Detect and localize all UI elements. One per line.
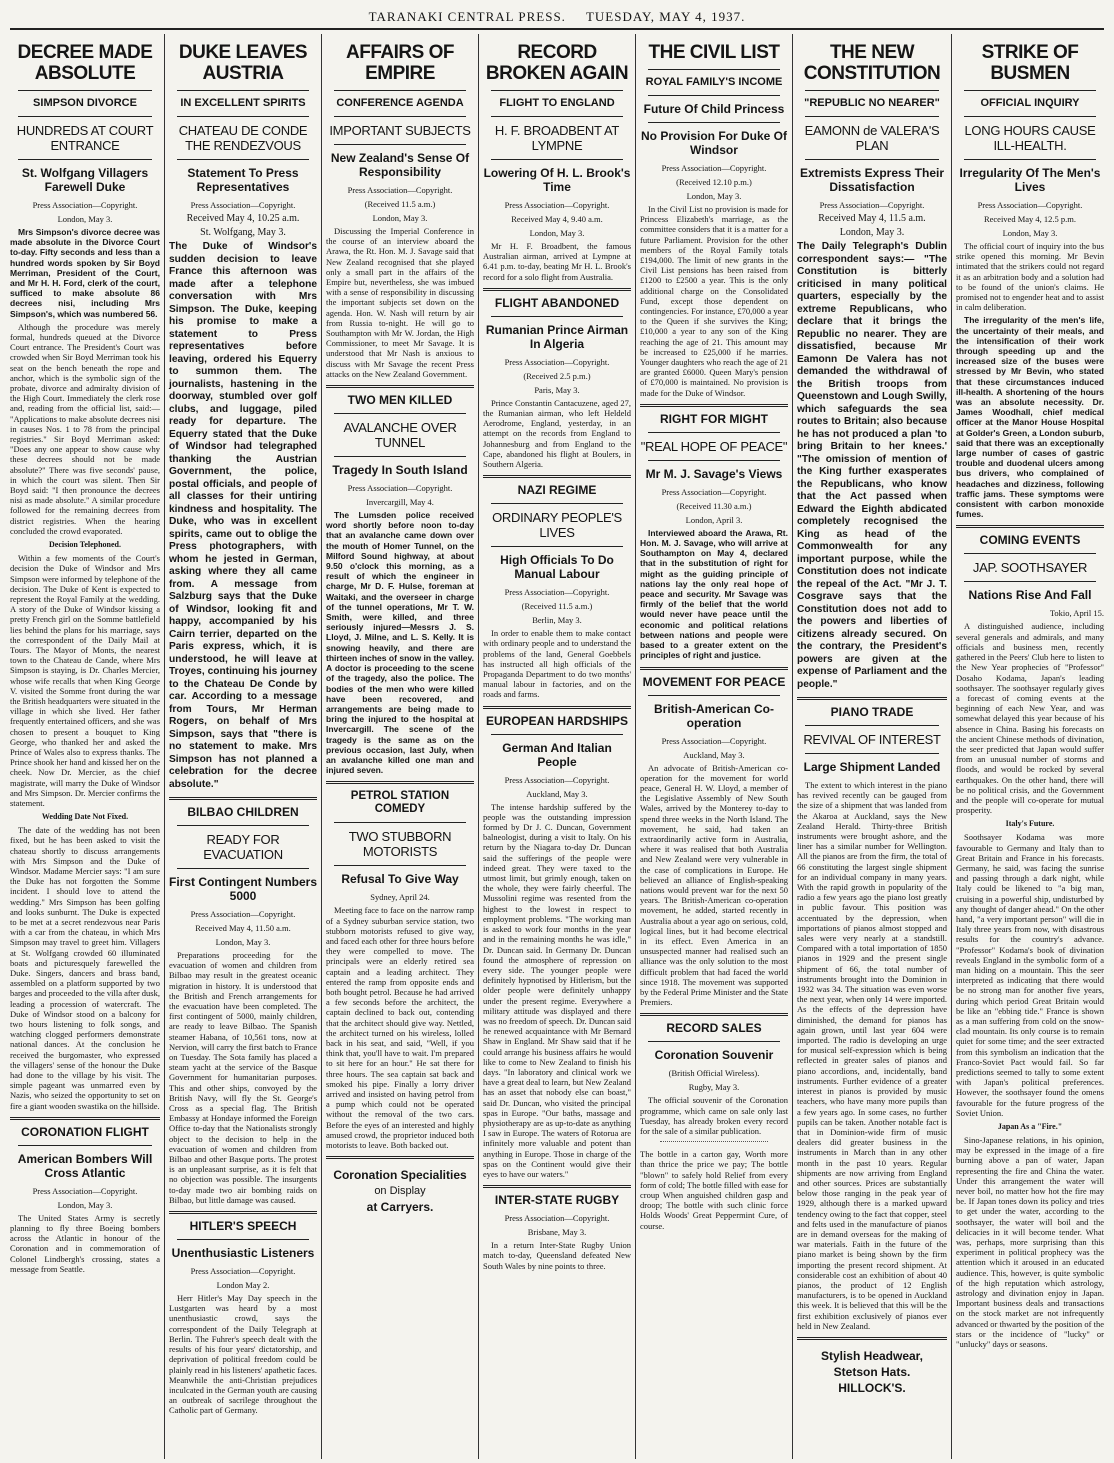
divider xyxy=(805,159,939,160)
divider xyxy=(177,116,309,117)
divider xyxy=(177,159,309,160)
divider xyxy=(483,706,631,709)
credit: Press Association—Copyright. xyxy=(32,1185,138,1196)
subheading: REVIVAL OF INTEREST xyxy=(803,732,941,747)
column-7 xyxy=(952,34,1108,1459)
paragraph: Herr Hitler's May Day speech in the Lustgarten was heard by a most unenthusiastic crowd, says the correspondent of the Daily Telegraph at Berlin. The Fuhrer's speech dealt with the results of his four years' dictatorship, and deprivation of political freedom could be plainly read in his listeners' apathetic faces. Meanwhile the anti-Christian prejudices inculcated in the German youth are causing an outbreak of sacrilege throughout the Catholic part of Germany. xyxy=(169,1293,317,1416)
credit: (British Official Wireless). xyxy=(668,1068,760,1079)
divider xyxy=(18,1145,152,1146)
divider xyxy=(334,116,466,117)
divider xyxy=(964,116,1096,117)
ad-line: on Display xyxy=(374,1185,426,1198)
dateline: Auckland, May 3. xyxy=(683,749,745,760)
advertisement xyxy=(797,1348,947,1396)
dateline: London, May 3. xyxy=(57,214,113,224)
divider xyxy=(491,159,623,160)
paragraph: Discussing the Imperial Conference in the course of an interview aboard the Arawa, the Rt. Hon. M. J. Savage said that New Zealand recognised that she played only a small part in the affairs of the Empire but, nevertheless, she was imbued with a sense of responsibility in discussing the important subjects set down on the agenda. Hon. W. Nash will return by air from Russia to-night. He will go to Southampton with Mr W. Jordan, the High Commissioner, to meet Mr Savage. It is understood that Mr Nash is anxious to discuss with Mr Savage the recent Press attacks on the New Zealand Government. xyxy=(326,226,474,379)
credit: Press Association—Copyright. xyxy=(819,200,925,210)
credit: Press Association—Copyright. xyxy=(661,735,767,746)
column-3 xyxy=(322,34,479,1459)
divider xyxy=(491,546,623,547)
lead-paragraph: The Daily Telegraph's Dublin correspondent says:— "The Constitution is bitterly criticised in many political quarters, especially by the extreme Republicans, who declare that it brings the Republic no nearer. They are dissatisfied, because Mr Eamonn De Valera has not demanded the withdrawal of the British troops from Queenstown and Lough Swilly, which safeguards the sea routes to Britain; also because he has not produced a plan 'to bring Britain to her knees.' "The omission of mention of the King further exasperates the Republicans, who know that the Act passed when Edward the Eighth abdicated completely recognised the King as head of the Commonwealth for any important purpose, while the Constitution does not indicate the repeal of the Act. "Mr J. T. Cosgrave says that the Constitution does not add to the powers and liberties of citizens already secured. On the contrary, the President's powers are given at the expense of Parliament and the people." xyxy=(797,241,947,690)
headline: TWO MEN KILLED xyxy=(347,393,453,408)
column-6 xyxy=(793,34,952,1459)
paper-name: TARANAKI CENTRAL PRESS. xyxy=(368,9,566,24)
paragraph: The date of the wedding has not been fixed, but he has been asked to visit the chateau shortly to discuss arrangements with Mrs Simpson and the Duke of Windsor. Madame Mercier says: "I am sure the Duke has not forgotten the Somme incident. I should love to attend the wedding." Mrs Simpson has been golfing and looks sunburnt. The Duke is expected to be met at a secret rendezvous near Paris with a car from the chateau, in which Mrs Simpson may travel to greet him. Villagers at St. Wolfgang crowded 60 illuminated boats and picturesquely farewelled the Duke. Singers, dancers and brass band, assembled on a platform supported by two barges and proceeded to the villa after dusk, leading a procession of watercraft. The Duke of Windsor stood on a balcony for two hours listening to folk songs, and watching clogged performers demonstrate national dances. At the conclusion he received the burgomaster, who expressed the villagers' sense of the honour the Duke had done to the village by his visit. The simple pageant was unmarred even by Nazis, who seized the opportunity to set on fire a giant wooden swastika on the hillside. xyxy=(10,825,160,1111)
subheading: AVALANCHE OVER TUNNEL xyxy=(343,420,457,451)
credit: Press Association—Copyright. xyxy=(504,774,610,785)
subheading: Unenthusiastic Listeners xyxy=(171,1246,315,1261)
divider xyxy=(956,525,1104,528)
lead-paragraph: The Duke of Windsor's sudden decision to leave France this afternoon was made after a telephone conversation with Mrs Simpson. The Duke, keeping his promise to make a statement to Press representatives before leaving, ordered his Equerry to summon them. The journalists, hastening in the doorway, stumbled over golf clubs, and luggage, piled ready for departure. The Equerry stated that the Duke of Windsor had telegraphed thanking the Austrian Government, the police, postal officials, and people of all classes for their untiring kindness and hospitality. The Duke, who was in excellent spirits, came out to oblige the Press photographers, with whom he jested in German, asking where they all came from. A message from Salzburg says that the Duke of Windsor, looking fit and happy, accompanied by his Cairn terrier, departed on the Paris express, which, it is understood, he will leave at Troyes, continuing his journey to the Chateau De Conde by car. According to a message from Tours, Mr Herman Rogers, on behalf of Mrs Simpson, says that "there is no statement to make. Mrs Simpson has not planned a celebration for the decree absolute." xyxy=(169,241,317,790)
dateline: London May 2. xyxy=(216,1280,270,1291)
divider xyxy=(648,69,780,70)
headline: COMING EVENTS xyxy=(979,533,1081,548)
credit: Press Association—Copyright. xyxy=(504,587,610,598)
headline: RECORD SALES xyxy=(666,1021,762,1036)
headline: RECORD BROKEN AGAIN xyxy=(485,42,629,84)
subheading: Future Of Child Princess xyxy=(643,102,785,116)
subheading: CHATEAU DE CONDE THE RENDEZVOUS xyxy=(178,123,308,153)
divider xyxy=(18,159,152,160)
subheading: No Provision For Duke Of Windsor xyxy=(640,129,787,157)
paragraph: Although the procedure was merely formal, hundreds queued at the Divorce Court entrance. The President's Court was crowded when Sir Boyd Merriman took his seat on the bench beneath the rope and anchor, which is the symbolic sign of the probate, divorce and admiralty division of the High Court. Immediately the clerk rose and, reading from the official list, said:— "Applications to make absolute decrees nisi in causes Nos. 1 to 78 from the principal registries." Sir Boyd Merriman asked: "Does any one appear to show cause why these decrees should not be made absolute?" There was five seconds' pause, in which the court was silent. Then Sir Boyd said: "I then pronounce the decrees nisi as made absolute." A similar procedure followed for the remaining decrees from district registries. When the hearing concluded the crowd evaporated. xyxy=(10,321,160,536)
divider xyxy=(491,90,623,91)
divider xyxy=(805,725,939,726)
paragraph: Within a few moments of the Court's decision the Duke of Windsor and Mrs Simpson were informed by telephone of the decision. The Duke of Kent is expected to represent the Royal Family at the wedding. A story of the Duke of Windsor kissing a pretty French girl on the Somme battlefield lies behind the plans for his marriage, says the correspondent of the Daily Mail at Tours. The Mayor of Monts, the nearest town to the Chateau de Cande, where Mrs Simpson is staying, is Dr. Charles Mercier, whose wife recalls that when King George V. visited the Somme front during the war the British headquarters were situated in the village in which she lived. Her father frequently entertained officers, and she was chosen to present a bouquet to King George, who thanked her and asked the Prince of Wales also to express thanks. The Prince shook her hand and kissed her on the cheek. Now Dr. Mercier, as the chief magistrate, will marry the Duke of Windsor and Mrs Simpson. Dr. Mercier confirms the statement. xyxy=(10,553,160,808)
headline: NAZI REGIME xyxy=(517,483,597,498)
dateline: London, April 3. xyxy=(685,514,743,525)
subheading: EAMONN de VALERA'S PLAN xyxy=(804,123,940,153)
paragraph: Interviewed aboard the Arawa, Rt. Hon. M. J. Savage, who will arrive at Southampton on May 4, declared that in the substitution of right for might as the guiding principle of nations lay the only real hope of peace and security. Mr Savage was firmly of the belief that the world would never have peace until the economic and political relations between nations and people were based to a greater extent on the principles of right and justice. xyxy=(640,527,788,661)
subheading: H. F. BROADBENT AT LYMPNE xyxy=(494,123,620,153)
subheading: Statement To Press Representatives xyxy=(187,166,299,194)
received: Received May 4, 11.5 a.m. xyxy=(818,213,926,224)
divider xyxy=(491,503,623,504)
ad-line: Stetson Hats. xyxy=(833,1364,911,1379)
received: Received May 4, 9.40 a.m. xyxy=(511,214,603,224)
subheading: "REPUBLIC NO NEARER" xyxy=(804,97,940,109)
divider xyxy=(18,90,152,91)
credit: Press Association—Copyright. xyxy=(190,1266,296,1277)
credit: Press Association—Copyright. xyxy=(504,356,610,367)
subheading: LONG HOURS CAUSE ILL-HEALTH. xyxy=(964,123,1096,153)
divider xyxy=(491,734,623,735)
divider xyxy=(964,90,1096,91)
minor-heading: Decision Telephoned. xyxy=(48,540,121,550)
divider xyxy=(483,475,631,478)
divider xyxy=(177,868,309,869)
credit: Press Association—Copyright. xyxy=(347,483,453,494)
headline: CORONATION FLIGHT xyxy=(21,1124,149,1139)
ad-line: Coronation Specialities xyxy=(333,1168,467,1183)
divider xyxy=(805,90,939,91)
subheading: FLIGHT TO ENGLAND xyxy=(499,97,615,109)
subheading: First Contingent Numbers 5000 xyxy=(169,875,318,903)
divider xyxy=(326,385,474,388)
dateline: London, May 3. xyxy=(1002,228,1058,238)
divider xyxy=(334,822,466,823)
verse-advertisement: The bottle in a carton gay, Worth more than thrice the price we pay; The bottle "blown" to safely hold Relief from every form of cold; The bottle filled with ease for croup When anguished children gasp and droop; The bottle with such clinic force Holds Woods' Great Peppermint Cure, of course. xyxy=(640,1149,788,1231)
dateline: London, May 3. xyxy=(839,227,905,238)
paragraph: The official souvenir of the Coronation programme, which came on sale only last Tuesday, has already broken every record for the sale of a similar publication. xyxy=(640,1095,788,1136)
divider xyxy=(177,825,309,826)
paragraph: The United States Army is secretly planning to fly three Boeing bombers across the Atlantic in honour of the Coronation and in commemoration of Colonel Lindbergh's crossing, states a message from Seattle. xyxy=(10,1212,160,1274)
received: (Received 11.30 a.m.) xyxy=(676,500,752,511)
divider xyxy=(326,1156,474,1159)
divider xyxy=(18,116,152,117)
received: Received May 4, 12.5 p.m. xyxy=(983,214,1077,224)
subheading: ORDINARY PEOPLE'S LIVES xyxy=(492,510,622,541)
credit: Press Association—Copyright. xyxy=(661,163,767,173)
received: (Received 11.5 a.m.) xyxy=(521,601,593,612)
page-columns xyxy=(6,34,1108,1459)
divider xyxy=(169,797,317,800)
headline: FLIGHT ABANDONED xyxy=(494,295,620,310)
subheading: Extremists Express Their Dissatisfaction xyxy=(799,166,945,194)
divider xyxy=(640,1013,788,1016)
divider xyxy=(805,116,939,117)
headline: INTER-STATE RUGBY xyxy=(494,1193,620,1208)
headline: DECREE MADE ABSOLUTE xyxy=(17,42,153,84)
divider xyxy=(326,781,474,784)
divider xyxy=(334,456,466,457)
subheading: German And Italian People xyxy=(502,740,612,769)
received: Received May 4, 11.50 a.m. xyxy=(195,923,291,933)
dateline: Rugby, May 3. xyxy=(688,1082,740,1093)
column-1 xyxy=(6,34,165,1459)
subheading: Coronation Souvenir xyxy=(654,1048,774,1063)
divider xyxy=(648,695,780,696)
subheading: READY FOR EVACUATION xyxy=(203,832,283,862)
credit: Press Association—Copyright. xyxy=(661,486,767,497)
subheading: Refusal To Give Way xyxy=(341,872,459,887)
received: (Received 12.10 p.m.) xyxy=(676,177,752,187)
dateline: London, May 3. xyxy=(57,1199,113,1210)
subheading: High Officials To Do Manual Labour xyxy=(500,553,614,582)
ad-line: HILLOCK'S. xyxy=(838,1380,906,1395)
paragraph: In the Civil List no provision is made for Princess Elizabeth's marriage, as the committee considers that it is a matter for a future Parliament. Provision for the other members of the Royal Family totals £194,000. The limit of new grants in the Civil List pensions has been raised from £1200 to £2500 a year. This is the only additional charge on the Consolidated Fund, except those dependent on contingencies. For instance, £70,000 a year to the Queen if she survives the King; £10,000 a year to any son of the King reaching the age of 21. This amount may be increased to £25,000 if he marries. Younger daughters who reach the age of 21 are granted £6000. Queen Mary's pension of £70,000 is maintained. No provision is made for the Duke of Windsor. xyxy=(640,204,788,398)
divider xyxy=(334,144,466,145)
advertisement xyxy=(326,1167,474,1215)
subheading: New Zealand's Sense Of Responsibility xyxy=(330,151,470,179)
headline: AFFAIRS OF EMPIRE xyxy=(346,42,454,84)
subheading: Tragedy In South Island xyxy=(332,463,468,478)
divider xyxy=(334,413,466,414)
issue-date: TUESDAY, MAY 4, 1937. xyxy=(585,9,746,24)
dateline: London, May 3. xyxy=(529,228,585,238)
column-2 xyxy=(165,34,322,1459)
subheading: Large Shipment Landed xyxy=(803,760,941,774)
dateline: Brisbane, May 3. xyxy=(527,1227,587,1238)
credit: Press Association—Copyright. xyxy=(504,1213,610,1224)
paragraph: The official court of inquiry into the bus strike opened this morning. Mr Bevin intimated that the strikers could not regard it as an arbitration body and a solution had to be found of the union's claims. He promised not to engender heat and to assist in calm deliberation. xyxy=(956,241,1104,313)
paragraph: An advocate of British-American co-operation for the movement for world peace, General H. W. Lloyd, a member of the Legislative Assembly of New South Wales, arrived by the Monterey to-day to spend three weeks in the North Island. The movement, he said, had taken an extraordinarily active form in Australia, where it was realised that both Australia and New Zealand were very vulnerable in the case of complications in Europe. He believed an alliance of English-speaking nations would prevent war for the next 50 years. The British-American co-operation movement, he added, started recently in Australia about a year ago on serious, cold, logical lines, but it had become electrical in its effect. Even America in an unsuspected manner had realised such an alliance was the only solution to the most difficult problem that had faced the world since 1918. The movement was supported by the Federal Prime Minister and the State Premiers. xyxy=(640,762,789,1008)
subheading: ROYAL FAMILY'S INCOME xyxy=(645,76,783,88)
masthead xyxy=(10,0,1104,30)
divider xyxy=(648,95,780,96)
divider xyxy=(640,667,788,670)
divider xyxy=(660,1141,768,1144)
subheading: "REAL HOPE OF PEACE" xyxy=(640,438,788,454)
headline: MOVEMENT FOR PEACE xyxy=(642,674,786,689)
divider xyxy=(648,460,780,461)
dateline: London, May 3. xyxy=(686,191,742,201)
paragraph: The Lumsden police received word shortly before noon to-day that an avalanche came down over the mouth of Homer Tunnel, on the Milford Sound highway, at about 9.50 o'clock this morning, as a result of which the engineer in charge, Mr D. F. Hulse, foreman at Waitaki, and the overseer in charge of the tunnel operations, Mr T. W. Smith, were killed, and three seriously injured—Messrs J. S. Lloyd, J. Milne, and L. S. Kelly. It is snowing heavily, and there are thirteen inches of snow in the valley. A doctor is proceeding to the scene of the tragedy, also the police. The bodies of the men who were killed have been recovered, and arrangements are being made to bring the injured to the hospital at Invercargill. The scene of the tragedy is the same as on the previous occasion, last July, when an avalanche killed one man and injured seven. xyxy=(326,510,474,776)
divider xyxy=(334,865,466,866)
minor-heading: Japan As a "Fire." xyxy=(997,1122,1063,1132)
subheading: CONFERENCE AGENDA xyxy=(336,97,464,109)
headline: HITLER'S SPEECH xyxy=(189,1219,297,1234)
headline: PETROL STATION COMEDY xyxy=(350,790,450,816)
subheading: SIMPSON DIVORCE xyxy=(33,97,137,109)
paragraph: Prince Constantin Cantacuzene, aged 27, the Rumanian airman, who left Heldeld Aerodrome, England, yesterday, in an attempt on the records from England to Johannesburg and from England to the Cape, abandoned his flight at Boulers, in Southern Algeria. xyxy=(483,397,631,470)
subheading: Irregularity Of The Men's Lives xyxy=(959,166,1101,194)
subheading: Lowering Of H. L. Brook's Time xyxy=(483,166,631,194)
subheading: IN EXCELLENT SPIRITS xyxy=(180,97,306,109)
divider xyxy=(177,90,309,91)
divider xyxy=(797,1337,947,1340)
divider xyxy=(648,432,780,433)
divider xyxy=(169,1211,317,1214)
divider xyxy=(483,288,631,291)
dateline: Invercargill, May 4. xyxy=(366,497,434,508)
paragraph: Mr H. F. Broadbent, the famous Australian airman, arrived at Lympne at 6.41 p.m. to-day, beating Mr H. L. Brook's record for a solo flight from Australia. xyxy=(483,241,631,282)
divider xyxy=(640,404,788,407)
divider xyxy=(805,753,939,754)
dateline: Sydney, April 24. xyxy=(370,892,430,903)
headline: BILBAO CHILDREN xyxy=(187,805,299,819)
credit: Press Association—Copyright. xyxy=(190,200,296,210)
subheading: TWO STUBBORN MOTORISTS xyxy=(348,829,452,860)
headline: DUKE LEAVES AUSTRIA xyxy=(178,42,308,84)
received: Received May 4, 10.25 a.m. xyxy=(186,213,300,224)
ad-line: Stylish Headwear, xyxy=(820,1348,924,1363)
subheading: St. Wolfgang Villagers Farewell Duke xyxy=(21,166,149,194)
dateline: Auckland, May 3. xyxy=(526,788,588,799)
headline: RIGHT FOR MIGHT xyxy=(660,411,768,426)
subheading: British-American Co-operation xyxy=(653,701,775,730)
credit: Press Association—Copyright. xyxy=(977,200,1083,210)
divider xyxy=(964,159,1096,160)
headline: THE NEW CONSTITUTION xyxy=(803,42,941,84)
headline: THE CIVIL LIST xyxy=(648,42,780,63)
subheading: Nations Rise And Fall xyxy=(968,588,1092,603)
dateline: Berlin, May 3. xyxy=(532,615,582,626)
paragraph: The extent to which interest in the piano has revived recently can be gauged from the size of a shipment that was landed from the Akaroa at Auckland, says the New Zealand Herald. Thirty-three British instruments were brought ashore, and the liner has a similar number for Wellington. All the pianos are from the firm, the total of 66 constituting the largest single shipment for an individual company in many years. With the rapid growth in popularity of the radio a few years ago the piano lost greatly in public favour. This position was accentuated by the depression, when importations of pianos almost stopped and sales were very nearly at a standstill. Compared with a total importation of 1850 pianos in 1929 and the present single shipment of 66, the total number of instruments brought into the Dominion in 1932 was 34. The situation was even worse the next year, when only 14 were imported. As the effects of the depression have diminished, the demand for pianos has again grown, until last year 604 were imported. The radio is developing an urge for musical self-expression which is being reflected in greater sales of pianos and piano accordions, and, incidentally, band instruments. Further evidence of a greater interest in pianos is provided by music teachers, who have many more pupils than a few years ago. In some cases, no further pupils can be taken. Another notable fact is that in Dominion-wide firm of music dealers did greater business in the instruments in March than in any other month in the past 10 years. Regular shipments are now arriving from England and other sources. Prices are substantially below those ranging in the peak year of 1929, although there is a marked upward tendency owing to the fact that copper, steel and felts used in the manufacture of pianos are in demand overseas for the making of war materials. Faith in the future of the piano market is being shown by the firm importing the present record shipment. At considerable cost an exhibition of about 40 pianos, the product of 12 English manufacturers, is to be opened in Auckland this week. It is believed that this will be the first exhibition exclusively of pianos ever held in New Zealand. xyxy=(797,780,947,1331)
divider xyxy=(491,116,623,117)
lead-paragraph: Mrs Simpson's divorce decree was made absolute in the Divorce Court to-day. Fifty seconds and less than a hundred words spoken by Sir Boyd Merriman, President of the Court, and Mr H. H. Ford, clerk of the court, sufficed to make absolute 86 decrees nisi, including Mrs Simpson's, which was numbered 56. xyxy=(10,227,160,319)
dateline: Paris, May 3. xyxy=(534,384,580,395)
credit: Press Association—Copyright. xyxy=(190,909,296,919)
divider xyxy=(964,553,1096,554)
divider xyxy=(648,1041,780,1042)
divider xyxy=(491,316,623,317)
paragraph: Soothsayer Kodama was more favourable to Germany and Italy than to Great Britain and France in his forecasts. Germany, he said, was facing the sunrise and passing through a dark night, while Italy could be likened to "a big man, cruising in a powerful ship, undisturbed by any thought of danger ahead." On the other hand, "a very important person" will die in Italy three years from now, with disastrous results for the country's advance. "Professor" Kodama's book of divination reveals England in the symbolic form of a man hiding on a mountain. This the seer interpreted as indicating that there would be no strong man for another five years, during which period Great Britain would be like an "ebbing tide." France is shown as a man suffering from cold on the snow-clad mountain. Its only course is to remain quiet for some time; and the seer extracted from this symbolism an indication that the Franco-Soviet Pact would fail. So far predictions seemed to tally to some extent with Japan's political preferences. However, the soothsayer found the omens favourable for the future progress of the Soviet Union. xyxy=(956,832,1104,1118)
paragraph: The irregularity of the men's life, the uncertainty of their meals, and the intensification of their work through speeding up and the increased size of the buses were stressed by Mr Bevin, who stated that these circumstances induced ill-health. A shortening of the hours was an absolute necessity. Dr. James Woodhall, chief medical officer at the Manor House Hospital at Golder's Green, a London suburb, said that there was an exceptionally large number of cases of gastric trouble and duodenal ulcers among bus drivers, who complained of headaches and dizziness, following traffic jams. These symptoms were consistent with carbon monoxide fumes. xyxy=(956,315,1104,520)
dateline: Tokio, April 15. xyxy=(1049,608,1104,619)
headline: STRIKE OF BUSMEN xyxy=(981,42,1079,84)
minor-heading: Wedding Date Not Fixed. xyxy=(41,812,129,822)
ad-line: at Carryers. xyxy=(366,1200,434,1215)
minor-heading: Italy's Future. xyxy=(1005,819,1055,829)
headline: PIANO TRADE xyxy=(830,705,914,719)
paragraph: In a return Inter-State Rugby Union match to-day, Queensland defeated New South Wales by nine points to three. xyxy=(483,1240,631,1271)
column-5 xyxy=(636,34,793,1459)
credit: Press Association—Copyright. xyxy=(347,185,453,195)
headline: EUROPEAN HARDSHIPS xyxy=(485,713,629,728)
paragraph: The intense hardship suffered by the people was the outstanding impression formed by Dr J. C. Duncan, Government balneologist, during a visit to Italy. On his return by the Niagara to-day Dr. Duncan said the sufferings of the people were indeed great. They were taxed to the utmost limit, but grimly enough, taken on the whole, they were fairly cheerful. The Mussolini regime was resented from the highest to the lowest in respect to employment problems. "The working man is asked to work four months in the year and in the remaining months he was idle," Dr. Duncan said. In Germany Dr. Duncan found the atmosphere of repression on every side. The younger people were definitely hypnotised by Hitlerism, but the older people were definitely unhappy under the present regime. Everywhere a military attitude was displayed and there was no freedom of speech. Dr. Duncan said he renewed acquaintance with Mr Bernard Shaw in England. Mr Shaw said that if he could arrange his business affairs he would like to come to New Zealand to finish his days. "In laboratory and clinical work we have a great deal to learn, but New Zealand has an asset that nobody else can boast," said Dr. Duncan, who visited the principal spas in Europe. "Our baths, massage and physiotherapy are as up-to-date as anything I saw in Europe. The waters of Rotorua are infinitely more valuable and potent than anything in Europe. Those in charge of the spas on the Continent would give their eyes to have our waters." xyxy=(483,801,631,1179)
subheading: HUNDREDS AT COURT ENTRANCE xyxy=(16,123,154,153)
credit: Press Association—Copyright. xyxy=(504,200,610,210)
subheading: OFFICIAL INQUIRY xyxy=(980,97,1080,109)
divider xyxy=(797,697,947,700)
received: (Received 11.5 a.m.) xyxy=(364,199,436,209)
subheading: American Bombers Will Cross Atlantic xyxy=(17,1151,153,1180)
divider xyxy=(648,122,780,123)
paragraph: A distinguished audience, including several generals and admirals, and many officials and business men, recently gathered in the Peers' Club here to listen to the New Year prophecies of "Professor" Dosaho Kodama, Japan's leading soothsayer. The soothsayer regularly gives a forecast of coming events at the beginning of each New Year, and was somewhat delayed this year because of his absence in China. Basing his forecasts on the ancient Chinese methods of divination, the seer predicted that Japan would suffer from an unusual number of storms and floods, and would be rocked by several earthquakes. On the other hand, there will be no political crisis, and the Government and the people will co-operate for mutual prosperity. xyxy=(956,621,1104,816)
dateline: St. Wolfgang, May 3. xyxy=(200,227,286,238)
divider xyxy=(177,1239,309,1240)
dateline: London, May 3. xyxy=(372,213,428,223)
paragraph: Meeting face to face on the narrow ramp of a Sydney suburban service station, two stubborn motorists refused to give way, and faced each other for three hours before they were compelled to move. The principals were an elderly retired sea captain and a leading architect. They entered the ramp from opposite ends and both bought petrol. Because he had arrived a few seconds before the architect, the captain declined to back out, contending that the architect should give way. Nettled, the architect turned on his wireless, lolled back in his seat, and said, "Well, if you think that, you'll have to wait. I'm prepared to sit here for an hour." He sat there for three hours. The sea captain sat back and smoked his pipe. Finally a lorry driver arrived and insisted on having petrol from a pump which could not be operated without the removal of the two cars. Before the eyes of an interested and highly amused crowd, the proprietor induced both motorists to leave. Both backed out. xyxy=(326,905,474,1150)
divider xyxy=(483,1185,631,1188)
column-4 xyxy=(479,34,636,1459)
paragraph: In order to enable them to make contact with ordinary people and to understand the problems of the land, General Goebbels has instructed all high officials of the Propaganda Department to do two months' manual labour in factories, and on the roads and farms. xyxy=(483,628,631,700)
divider xyxy=(334,90,466,91)
divider xyxy=(10,1117,160,1120)
subheading: Mr M. J. Savage's Views xyxy=(645,466,783,481)
paragraph: Preparations proceeding for the evacuation of women and children from Bilbao may result in the greatest oceanic migration in history. It is understood that the British and French arrangements for the evacuation have been completed. The first contingent of 5000, mainly children, are ready to leave Bilbao. The Spanish steamer Habana, of 10,561 tons, now at Nervion, will carry the first batch to France on Tuesday. The Sota family has placed a steam yacht at the service of the Basque Government for humanitarian purposes. This and other ships, convoyed by the British Navy, will fly the St. George's Cross as a special flag. The British Embassy at Hondaye informed the Foreign Office to-day that the Nationalists strongly object to the decision to help in the evacuation of women and children from Bilbao and other Basque ports. The protest is an unpleasant surprise, as it is felt that no objection was possible. The insurgents to-day made two air bombing raids on Bilbao, but little damage was caused. xyxy=(169,950,317,1205)
received: (Received 2.5 p.m.) xyxy=(523,370,591,381)
divider xyxy=(964,581,1096,582)
credit: Press Association—Copyright. xyxy=(32,200,138,210)
subheading: Rumanian Prince Airman In Algeria xyxy=(485,322,629,351)
subheading: JAP. SOOTHSAYER xyxy=(972,560,1088,576)
dateline: London, May 3. xyxy=(215,937,271,947)
paragraph: Sino-Japanese relations, in his opinion, may be expressed in the image of a fire burning above a pan of water, Japan representing the fire and China the water. Under this arrangement the water will never boil, no matter how hot the fire may be. If Japan tones down its policy and tries to get under the water, according to the soothsayer, the water will boil and the delicacies in it will become tender. What was, perhaps, more surprising than this experiment in political prophecy was the attention which it aroused in an educated audience. This, however, is quite symbolic of the high reputation which astrology, astrology and divination enjoy in Japan. Important business deals and transactions on the stock market are not infrequently advanced or thwarted by the position of the stars or the incidence of "lucky" or "unlucky" days or seasons. xyxy=(956,1135,1104,1350)
subheading: IMPORTANT SUBJECTS xyxy=(329,123,471,138)
